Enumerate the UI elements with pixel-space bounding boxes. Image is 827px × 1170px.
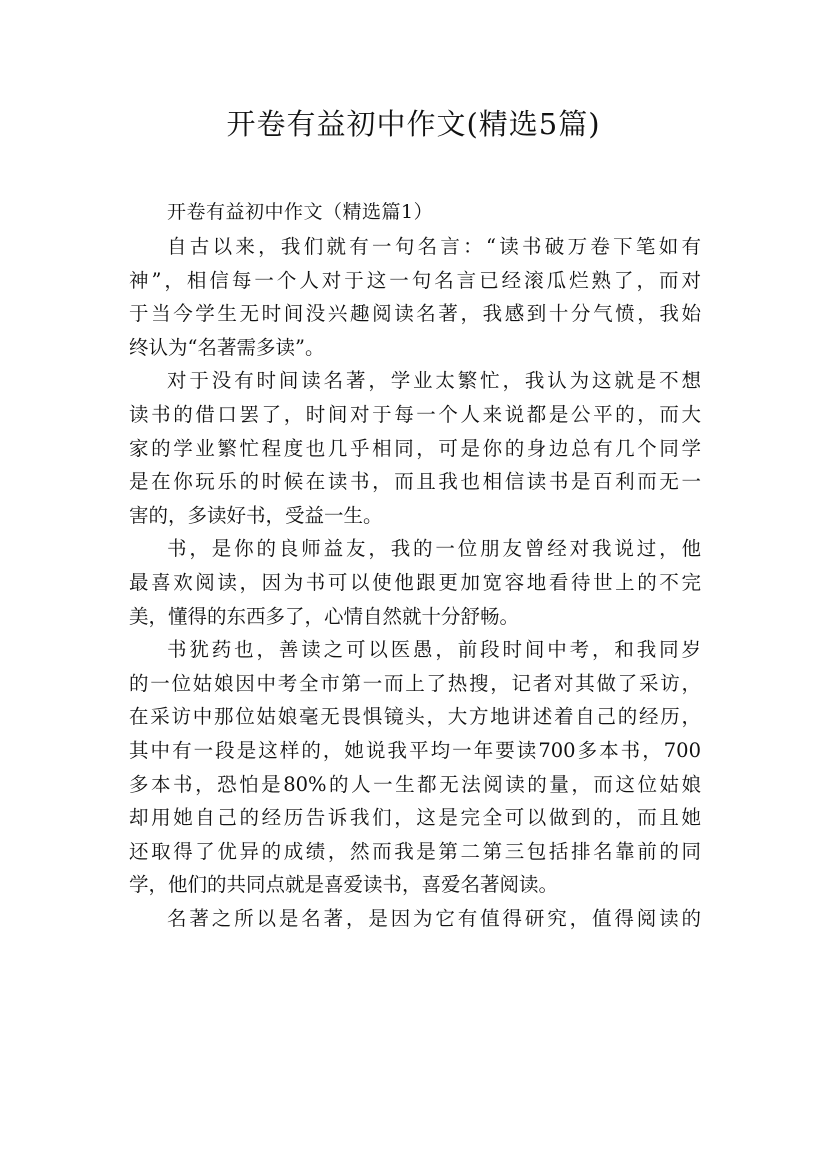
paragraph-3 — [129, 532, 701, 633]
paragraph-4 — [129, 633, 701, 902]
text-line: 害的，多读好书，受益一生。 — [129, 503, 383, 527]
text-line: 书犹药也，善读之可以医愚，前段时间中考，和我同岁 — [167, 638, 701, 662]
section-heading: 开卷有益初中作文（精选篇1） — [167, 201, 434, 223]
text-line: 的一位姑娘因中考全市第一而上了热搜，记者对其做了采访， — [129, 671, 701, 695]
text-line: 学，他们的共同点就是喜爱读书，喜爱名著阅读。 — [129, 873, 559, 897]
text-line: 终认为“名著需多读”。 — [129, 335, 325, 359]
text-line: 读书的借口罢了，时间对于每一个人来说都是公平的，而大 — [129, 402, 701, 426]
paragraph-5 — [129, 902, 701, 936]
text-line: 对于没有时间读名著，学业太繁忙，我认为这就是不想 — [167, 369, 701, 393]
text-line: 多本书，恐怕是80%的人一生都无法阅读的量，而这位姑娘 — [129, 772, 701, 796]
paragraph-1 — [129, 230, 701, 364]
text-line: 书，是你的良师益友，我的一位朋友曾经对我说过，他 — [167, 537, 701, 561]
document-body — [129, 195, 701, 935]
text-line: 在采访中那位姑娘毫无畏惧镜头，大方地讲述着自己的经历， — [129, 705, 701, 729]
text-line: 却用她自己的经历告诉我们，这是完全可以做到的，而且她 — [129, 806, 701, 830]
text-line: 美，懂得的东西多了，心情自然就十分舒畅。 — [129, 604, 520, 628]
text-line: 还取得了优异的成绩，然而我是第二第三包括排名靠前的同 — [129, 839, 701, 863]
text-line: 家的学业繁忙程度也几乎相同，可是你的身边总有几个同学 — [129, 436, 701, 460]
text-line: 于当今学生无时间没兴趣阅读名著，我感到十分气愤，我始 — [129, 302, 701, 326]
text-line: 自古以来，我们就有一句名言：“读书破万卷下笔如有 — [167, 235, 701, 258]
text-line: 其中有一段是这样的，她说我平均一年要读700多本书，700 — [129, 738, 701, 762]
text-line: 名著之所以是名著，是因为它有值得研究，值得阅读的 — [167, 906, 701, 930]
document-title: 开卷有益初中作文(精选5篇) — [226, 107, 601, 141]
text-line: 最喜欢阅读，因为书可以使他跟更加宽容地看待世上的不完 — [129, 570, 701, 594]
text-line: 是在你玩乐的时候在读书，而且我也相信读书是百利而无一 — [129, 470, 701, 494]
text-line: 神”，相信每一个人对于这一句名言已经滚瓜烂熟了，而对 — [129, 268, 701, 292]
paragraph-2 — [129, 364, 701, 532]
